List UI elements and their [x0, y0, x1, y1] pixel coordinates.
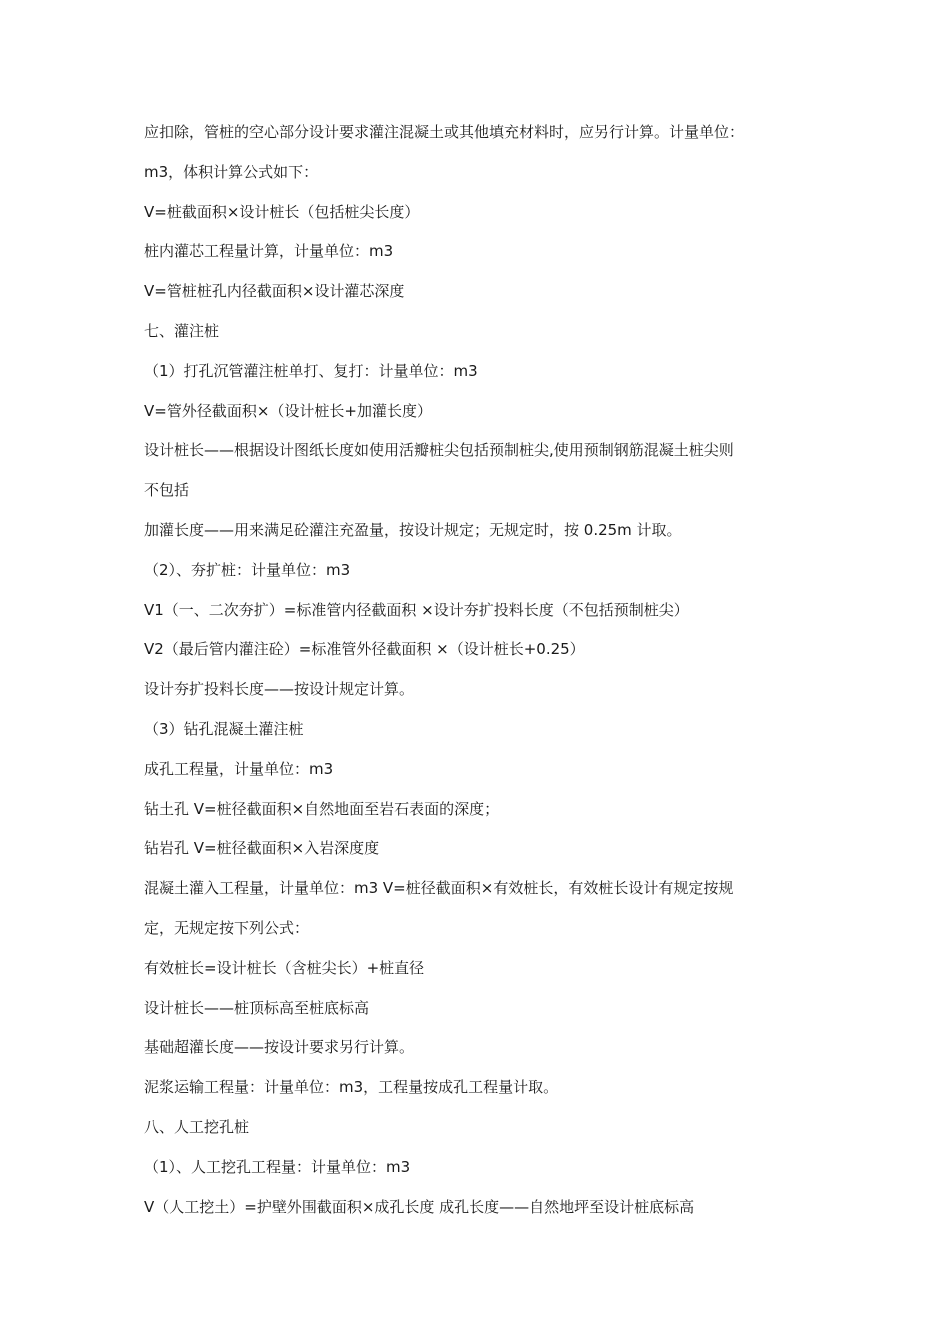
paragraph-line: 不包括: [144, 481, 190, 500]
paragraph-line-1: 应扣除，管桩的空心部分设计要求灌注混凝土或其他填充材料时，应另行计算。计量单位：: [144, 123, 745, 141]
section-heading-8: 八、人工挖孔桩: [144, 1117, 250, 1136]
paragraph-line: 加灌长度——用来满足砼灌注充盈量，按设计规定；无规定时，按 0.25m 计取。: [144, 520, 682, 539]
formula-line: V2（最后管内灌注砼）=标准管外径截面积 ×（设计桩长+0.25）: [144, 640, 585, 659]
paragraph-line: 设计桩长——根据设计图纸长度如使用活瓣桩尖包括预制桩尖,使用预制钢筋混凝土桩尖则: [144, 441, 734, 460]
formula-line: 有效桩长=设计桩长（含桩尖长）+桩直径: [144, 958, 425, 977]
subsection-heading: （1）、人工挖孔工程量：计量单位：m3: [144, 1157, 411, 1176]
formula-line: V=管桩桩孔内径截面积×设计灌芯深度: [144, 282, 405, 301]
paragraph-line: 混凝土灌入工程量，计量单位：m3 V=桩径截面积×有效桩长，有效桩长设计有规定按规: [144, 879, 734, 898]
formula-line: 钻岩孔 V=桩径截面积×入岩深度度: [144, 839, 380, 858]
formula-line: V1（一、二次夯扩）=标准管内径截面积 ×设计夯扩投料长度（不包括预制桩尖）: [144, 600, 689, 619]
paragraph-line: 设计桩长——桩顶标高至桩底标高: [144, 998, 370, 1017]
subsection-heading: （3）钻孔混凝土灌注桩: [144, 719, 304, 738]
subsection-heading: （1）打孔沉管灌注桩单打、复打：计量单位：m3: [144, 361, 478, 380]
paragraph-line: 泥浆运输工程量：计量单位：m3，工程量按成孔工程量计取。: [144, 1078, 559, 1097]
formula-line: V=管外径截面积×（设计桩长+加灌长度）: [144, 401, 432, 420]
section-heading-7: 七、灌注桩: [144, 321, 220, 340]
formula-line: V=桩截面积×设计桩长（包括桩尖长度）: [144, 202, 420, 221]
document-body: [144, 122, 816, 1236]
paragraph-line: 基础超灌长度——按设计要求另行计算。: [144, 1038, 415, 1057]
paragraph-line: 成孔工程量，计量单位：m3: [144, 759, 334, 778]
formula-line: V（人工挖土）=护壁外围截面积×成孔长度 成孔长度——自然地坪至设计桩底标高: [144, 1197, 695, 1216]
paragraph-line: 定，无规定按下列公式：: [144, 918, 310, 937]
subsection-heading: （2）、夯扩桩：计量单位：m3: [144, 560, 351, 579]
paragraph-line: 设计夯扩投料长度——按设计规定计算。: [144, 680, 415, 699]
paragraph-line-2: m3，体积计算公式如下：: [144, 162, 319, 181]
paragraph-line: 桩内灌芯工程量计算，计量单位：m3: [144, 242, 394, 261]
formula-line: 钻土孔 V=桩径截面积×自然地面至岩石表面的深度；: [144, 799, 500, 818]
